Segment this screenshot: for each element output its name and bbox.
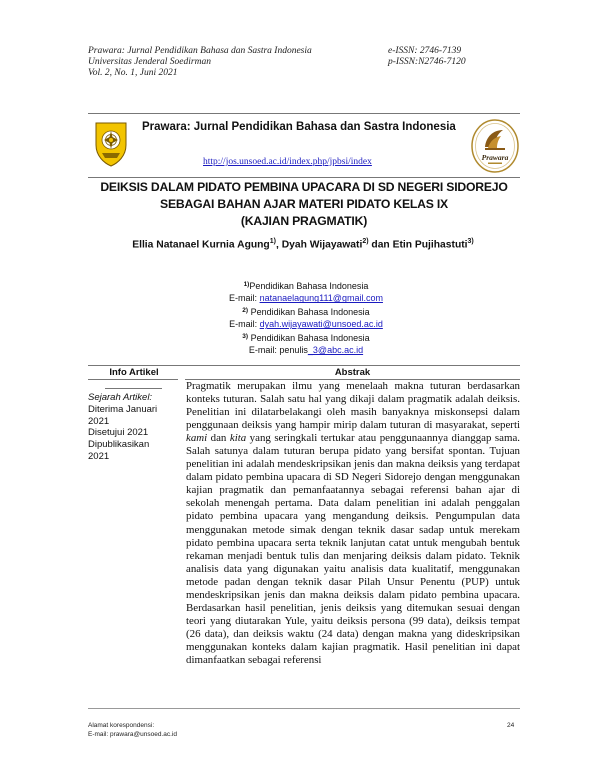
article-title <box>80 179 528 230</box>
email-label: E-mail: <box>229 293 260 304</box>
info-received-year: 2021 <box>88 415 110 427</box>
affiliation-2 <box>0 305 600 318</box>
author-name: Etin Pujihastuti <box>392 239 468 251</box>
abstract-heading: Abstrak <box>334 367 371 378</box>
running-header-university: Universitas Jenderal Soedirman <box>88 57 211 67</box>
running-header-journal: Prawara: Jurnal Pendidikan Bahasa dan Sastra Indonesia <box>88 46 312 56</box>
affiliations <box>0 279 600 356</box>
info-approved: Disetujui 2021 <box>88 427 149 439</box>
university-seal-icon <box>92 120 130 168</box>
email-link[interactable]: dyah.wijayawati@unsoed.ac.id <box>259 319 383 330</box>
author-mark: 2) <box>362 238 369 245</box>
info-published: Dipublikasikan <box>88 439 150 451</box>
article-title-line-1: DEIKSIS DALAM PIDATO PEMBINA UPACARA DI SD NEGERI SIDOREJO <box>100 180 508 194</box>
abstract-text: yang seringkali tertukar atau penggunaannya dianggap sama. Salah satunya dalam tuturan berupa pidato yang bersifat spontan. Tujuan penelitian ini adalah mendeskripsikan jenis dan makna deiksis yang terdapat dalam pidato pembina upacara di SD Negeri Sidorejo dengan menggunakan kajian pragmatik dan pemanfaatannya sebagai referensi bahan ajar di sekolah menengah pertama. Data dalam penelitian ini adalah penggalan pidato pembina upacara yang mengandung deiksis. Pengumpulan data menggunakan metode simak dengan teknik dasar sadap untuk merekam pidato pembina upacara serta teknik lanjutan catat untuk mengubah bentuk rekaman menjadi bentuk tulis dan menjaring deiksis dalam pidato. Teknik analisis data yang digunakan yaitu analisis data kualitatif, menggunakan metode padan dengan teknik dasar Pilah Unsur Penentu (PUP) untuk mendeskripsikan jenis dan makna deiksis dalam pidato pembina upacara. Berdasarkan hasil penelitian, jenis deiksis yang ditemukan sesuai dengan teori yang diutarakan Yule, yaitu deiksis persona (99 data), deiksis tempat (26 data), dan deiksis waktu (24 data) dengan makna yang dideskripsikan menggunakan konteks dalam kajian pragmatik. Hasil penelitian ini dapat dimanfaatkan sebagai referensi <box>186 432 521 666</box>
info-short-rule <box>105 388 162 389</box>
email-link[interactable]: natanaelagung111@gmail.com <box>259 293 383 304</box>
running-header-eissn: e-ISSN: 2746-7139 <box>388 46 462 56</box>
affiliation-3-email <box>0 344 600 356</box>
affiliation-3 <box>0 331 600 344</box>
author-name: Ellia Natanael Kurnia Agung <box>132 239 270 251</box>
abstract-emphasis: kita <box>229 432 247 445</box>
author-name: Dyah Wijayawati <box>281 239 363 251</box>
affiliation-1 <box>0 279 600 292</box>
prawara-logo-icon <box>470 118 520 174</box>
affiliation-institution: Pendidikan Bahasa Indonesia <box>249 281 369 291</box>
email-link[interactable]: _3@abc.ac.id <box>307 345 364 356</box>
journal-url-link[interactable]: http://jos.unsoed.ac.id/index.php/jpbsi/index <box>203 157 372 167</box>
info-rule <box>88 379 178 380</box>
email-label: E-mail: <box>229 319 260 330</box>
abstract-body <box>186 380 520 667</box>
running-header-pissn: p-ISSN:N2746-7120 <box>388 57 466 67</box>
footer-line-2: E-mail: prawara@unsoed.ac.id <box>88 730 177 738</box>
abstract-text: Pragmatik merupakan ilmu yang menelaah makna tuturan berdasarkan konteks tuturan. Salah satu hal yang dikaji dalam pragmatik adalah deiksis. Penelitian ini dilatarbelakangi oleh masih banyaknya miskonsepsi dalam penggunaan deiksis yang hampir mirip dalam tuturan di masyarakat, seperti <box>186 380 520 432</box>
affiliation-1-email <box>0 292 600 304</box>
footer-line-1: Alamat korespondensi: <box>88 722 155 729</box>
abstract-emphasis: kami <box>186 432 208 445</box>
article-title-line-2: SEBAGAI BAHAN AJAR MATERI PIDATO KELAS IX <box>160 197 448 211</box>
footer-rule <box>88 708 520 709</box>
affiliation-mark: 1) <box>243 281 250 288</box>
history-label: Sejarah Artikel: <box>88 392 153 403</box>
journal-title: Prawara: Jurnal Pendidikan Bahasa dan Sastra Indonesia <box>142 121 456 133</box>
info-received: Diterima Januari <box>88 403 158 415</box>
affiliation-institution: Pendidikan Bahasa Indonesia <box>250 306 370 317</box>
page-number: 24 <box>507 722 515 729</box>
author-separator: dan <box>368 239 393 251</box>
article-title-line-3: (KAJIAN PRAGMATIK) <box>240 214 368 228</box>
info-published-year: 2021 <box>88 450 110 462</box>
author-separator: , <box>275 239 282 251</box>
article-info <box>88 392 180 463</box>
affiliation-mark: 2) <box>242 306 249 314</box>
affiliation-2-email <box>0 318 600 330</box>
abstract-text: dan <box>207 432 230 445</box>
affiliation-mark: 3) <box>242 332 249 340</box>
footer-contact <box>88 722 177 739</box>
author-line <box>0 238 600 250</box>
author-mark: 3) <box>467 238 474 245</box>
author-mark: 1) <box>269 238 276 245</box>
info-heading: Info Artikel <box>109 367 159 378</box>
affiliation-institution: Pendidikan Bahasa Indonesia <box>250 332 370 343</box>
section-rule-top <box>88 365 520 366</box>
email-label: E-mail: penulis <box>248 345 308 356</box>
running-header-volume: Vol. 2, No. 1, Juni 2021 <box>88 68 178 78</box>
logo-label: Prawara <box>481 153 509 162</box>
